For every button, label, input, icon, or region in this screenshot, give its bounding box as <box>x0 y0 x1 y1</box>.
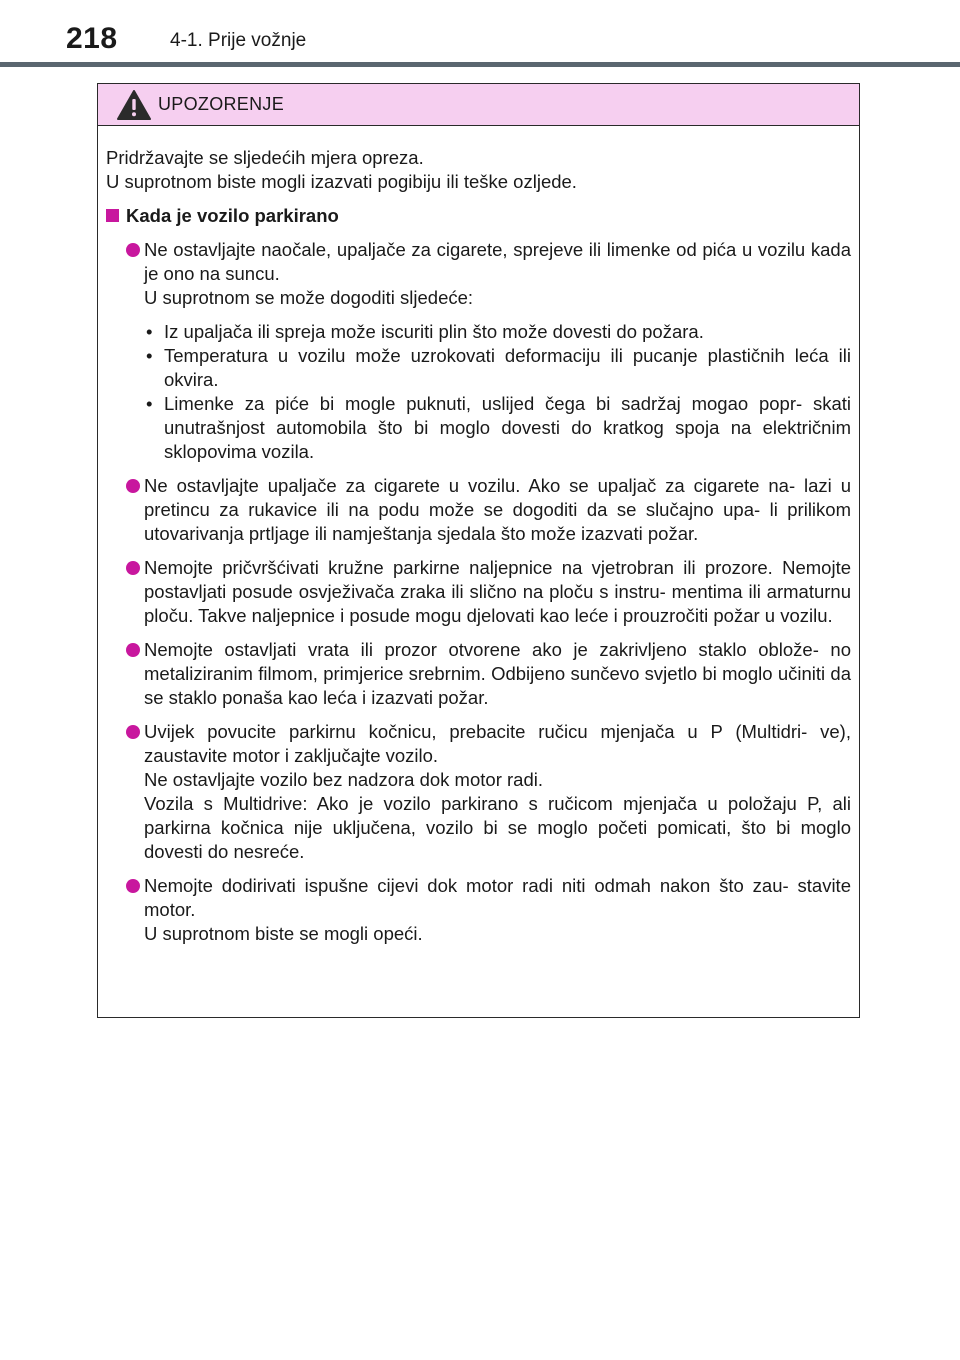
section-title: 4-1. Prije vožnje <box>170 30 307 51</box>
sub-list-item: • Iz upaljača ili spreja može iscuriti plin što može dovesti do požara. <box>144 320 851 344</box>
page-header <box>0 0 960 60</box>
bullet-dot-icon <box>126 479 140 493</box>
bullet-dot-icon <box>126 879 140 893</box>
warning-box <box>97 83 860 1018</box>
bullet-dot-icon <box>126 243 140 257</box>
warning-item <box>106 556 851 628</box>
item-paragraph: U suprotnom biste se mogli opeći. <box>144 923 423 944</box>
section-subheading <box>106 204 851 228</box>
item-paragraph: Nemojte dodirivati ispušne cijevi dok motor radi niti odmah nakon što zau- stavite motor. <box>144 875 851 920</box>
sub-list <box>144 320 851 464</box>
item-paragraph: Uvijek povucite parkirnu kočnicu, prebacite ručicu mjenjača u P (Multidri- ve), zaustavite motor i zaključajte vozilo. <box>144 721 851 766</box>
warning-item <box>106 474 851 546</box>
item-paragraph: Ne ostavljajte upaljače za cigarete u vozilu. Ako se upaljač za cigarete na- lazi u pretincu za rukavice ili na podu može se dogoditi da se slučajno upa- li prilikom utovarivanja prtljage ili namještanja sjedala što može izazvati požar. <box>144 475 851 544</box>
sub-list-item: • Temperatura u vozilu može uzrokovati deformaciju ili pucanje plastičnih leća ili okvira. <box>144 344 851 392</box>
warning-header <box>98 84 859 126</box>
warning-body <box>98 126 859 946</box>
item-paragraph: U suprotnom se može dogoditi sljedeće: <box>144 287 474 308</box>
intro-line: Pridržavajte se sljedećih mjera opreza. <box>106 147 424 168</box>
header-divider <box>0 62 960 67</box>
item-paragraph: Nemojte pričvršćivati kružne parkirne naljepnice na vjetrobran ili prozore. Nemojte postavljati posude osvježivača zraka ili slično na ploču s instru- mentima ili armaturnu ploču. Takve naljepnice i posude mogu djelovati kao leće i prouzročiti požar u vozilu. <box>144 557 851 626</box>
bullet-dot-icon <box>126 643 140 657</box>
page-number: 218 <box>66 22 118 55</box>
warning-item <box>106 874 851 946</box>
warning-item <box>106 638 851 710</box>
intro-line: U suprotnom biste mogli izazvati pogibiju ili teške ozljede. <box>106 171 577 192</box>
bullet-dot-icon <box>126 725 140 739</box>
subheading-text: Kada je vozilo parkirano <box>126 205 339 226</box>
warning-intro <box>106 146 851 194</box>
warning-title: UPOZORENJE <box>158 94 285 114</box>
square-bullet-icon <box>106 209 119 222</box>
item-paragraph: Vozila s Multidrive: Ako je vozilo parkirano s ručicom mjenjača u položaju P, ali parkirna kočnica nije uključena, vozilo bi se moglo početi pomicati, što bi moglo dovesti do nesreće. <box>144 793 851 862</box>
warning-item <box>106 720 851 864</box>
sub-list-item: • Limenke za piće bi mogle puknuti, uslijed čega bi sadržaj mogao popr- skati unutrašnjost automobila što bi moglo dovesti do kratkog spoja na električnim sklopovima vozila. <box>144 392 851 464</box>
warning-item <box>106 238 851 464</box>
bullet-dot-icon <box>126 561 140 575</box>
item-paragraph: Nemojte ostavljati vrata ili prozor otvorene ako je zakrivljeno staklo oblože- no metaliziranim filmom, primjerice srebrnim. Odbijeno sunčevo svjetlo bi moglo učiniti da se staklo ponaša kao leća i izazvati požar. <box>144 639 851 708</box>
item-paragraph: Ne ostavljajte vozilo bez nadzora dok motor radi. <box>144 769 543 790</box>
item-paragraph: Ne ostavljajte naočale, upaljače za cigarete, sprejeve ili limenke od pića u vozilu kada je ono na suncu. <box>144 239 851 284</box>
warning-triangle-icon <box>116 89 152 121</box>
